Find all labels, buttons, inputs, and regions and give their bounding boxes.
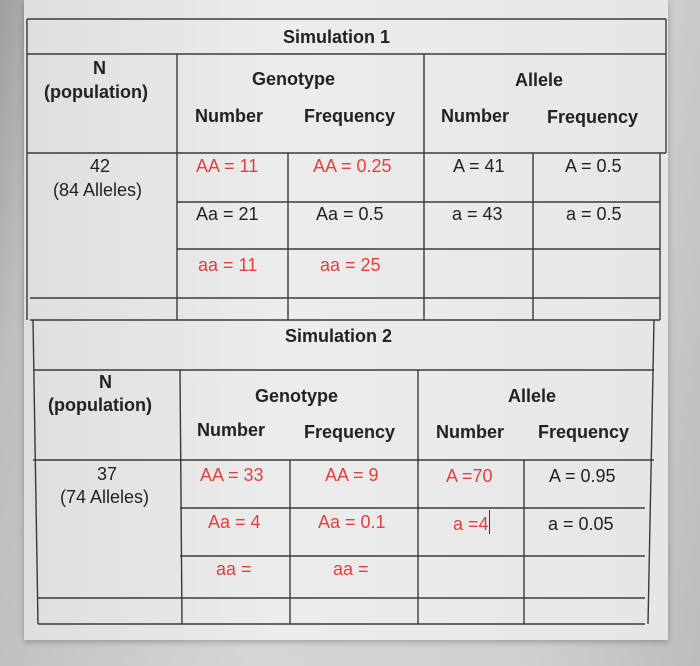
sim1-allele-frequency-cell: A = 0.5 xyxy=(565,156,622,176)
sim2-allele-header: Allele xyxy=(508,386,557,406)
sim1-genotype-number-label: Number xyxy=(195,106,264,126)
sim1-genotype-frequency-cell: Aa = 0.5 xyxy=(316,204,384,224)
text-cursor xyxy=(489,510,490,534)
sim2-n-value: 37 xyxy=(97,464,118,484)
sim2-genotype-frequency-cell: aa = xyxy=(333,559,369,579)
sim2-allele-frequency-label: Frequency xyxy=(538,422,630,442)
sim2-genotype-number-cell: AA = 33 xyxy=(200,465,264,485)
sim1-title: Simulation 1 xyxy=(283,27,391,47)
sim1-genotype-frequency-cell: AA = 0.25 xyxy=(313,156,392,176)
sim2-allele-number-label: Number xyxy=(436,422,505,442)
sim2-genotype-number-label: Number xyxy=(197,420,266,440)
sim2-genotype-frequency-label: Frequency xyxy=(304,422,396,442)
sim2-genotype-frequency-cell: Aa = 0.1 xyxy=(318,512,386,532)
sim1-n-alleles: (84 Alleles) xyxy=(53,180,143,200)
sim1-genotype-frequency-cell: aa = 25 xyxy=(320,255,381,275)
sim1-genotype-number-cell: aa = 11 xyxy=(198,255,258,275)
sim2-title: Simulation 2 xyxy=(285,326,393,346)
sim1-genotype-number-cell: Aa = 21 xyxy=(196,204,259,224)
sim1-allele-frequency-label: Frequency xyxy=(547,107,639,127)
sim2-genotype-number-cell: aa = xyxy=(216,559,252,579)
sim1-population-header: (population) xyxy=(44,82,148,102)
sim1-genotype-header: Genotype xyxy=(252,69,336,89)
sim2-allele-number-cell: A =70 xyxy=(446,466,493,486)
sim2-allele-frequency-cell: a = 0.05 xyxy=(548,514,614,534)
sim2-genotype-header: Genotype xyxy=(255,386,339,406)
sim1-allele-number-cell: a = 43 xyxy=(452,204,503,224)
sim1-n-value: 42 xyxy=(90,156,111,176)
sim1-n-header: N xyxy=(93,58,106,78)
sim1-allele-number-label: Number xyxy=(441,106,510,126)
sim2-population-header: (population) xyxy=(48,395,152,415)
sim1-genotype-number-cell: AA = 11 xyxy=(196,156,259,176)
sim2-genotype-number-cell: Aa = 4 xyxy=(208,512,261,532)
sim1-allele-header: Allele xyxy=(515,70,564,90)
sim2-n-alleles: (74 Alleles) xyxy=(60,487,150,507)
sim1-genotype-frequency-label: Frequency xyxy=(304,106,396,126)
sim2-allele-number-cell: a =4 xyxy=(453,514,489,534)
sim1-allele-number-cell: A = 41 xyxy=(453,156,505,176)
sim2-genotype-frequency-cell: AA = 9 xyxy=(325,465,379,485)
sim2-allele-frequency-cell: A = 0.95 xyxy=(549,466,616,486)
sim2-n-header: N xyxy=(99,372,112,392)
sim1-allele-frequency-cell: a = 0.5 xyxy=(566,204,622,224)
